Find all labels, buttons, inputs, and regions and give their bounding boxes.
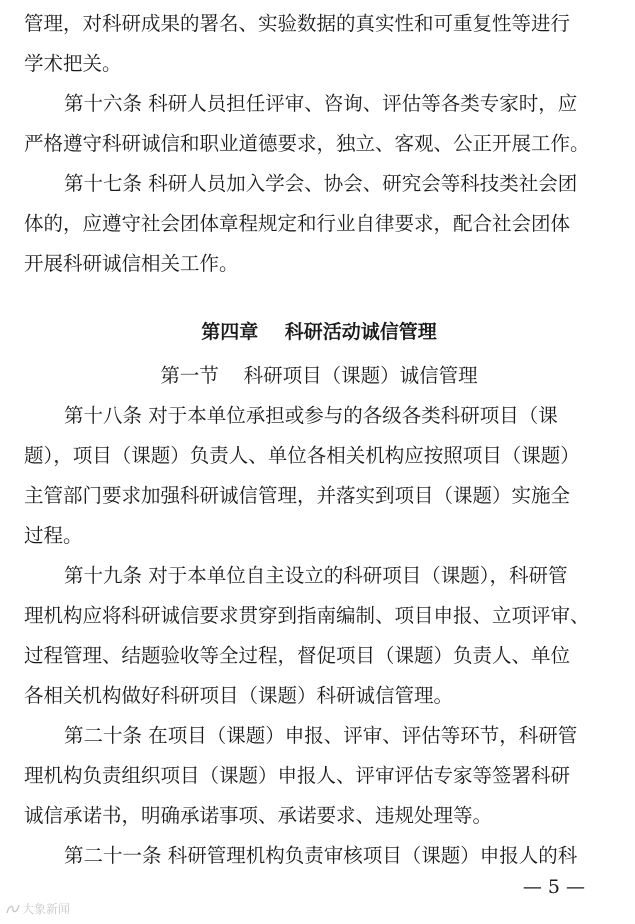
chapter-title: 第四章 科研活动诚信管理 <box>201 321 437 343</box>
article-20-line: 理机构负责组织项目（课题）申报人、评审评估专家等签署科研 <box>24 764 571 787</box>
article-17-line: 体的，应遵守社会团体章程规定和行业自律要求，配合社会团体 <box>24 212 571 235</box>
article-20-line: 第二十条 在项目（课题）申报、评审、评估等环节，科研管 <box>64 724 578 747</box>
watermark-text: 大象新闻 <box>22 902 71 916</box>
article-20-line: 诚信承诺书，明确承诺事项、承诺要求、违规处理等。 <box>24 804 493 827</box>
paragraph-line: 管理，对科研成果的署名、实验数据的真实性和可重复性等进行 <box>24 12 571 35</box>
article-19-line: 理机构应将科研诚信要求贯穿到指南编制、项目申报、立项评审、 <box>24 604 590 627</box>
article-17-line: 开展科研诚信相关工作。 <box>24 252 239 275</box>
watermark <box>6 902 70 916</box>
article-19-line: 第十九条 对于本单位自主设立的科研项目（课题），科研管 <box>64 564 568 587</box>
paragraph-line: 学术把关。 <box>24 52 122 75</box>
article-18-line: 第十八条 对于本单位承担或参与的各级各类科研项目（课 <box>64 404 558 427</box>
article-19-line: 过程管理、结题验收等全过程，督促项目（课题）负责人、单位 <box>24 644 571 667</box>
page-number: — 5 — <box>522 876 585 898</box>
article-17-line: 第十七条 科研人员加入学会、协会、研究会等科技类社会团 <box>64 172 578 195</box>
article-18-line: 题），项目（课题）负责人、单位各相关机构应按照项目（课题） <box>24 444 580 467</box>
article-16-line: 严格遵守科研诚信和职业道德要求，独立、客观、公正开展工作。 <box>24 132 590 155</box>
watermark-logo-icon <box>6 903 20 915</box>
article-18-line: 过程。 <box>24 524 83 547</box>
article-19-line: 各相关机构做好科研项目（课题）科研诚信管理。 <box>24 684 454 707</box>
section-title: 第一节 科研项目（课题）诚信管理 <box>160 364 478 387</box>
article-18-line: 主管部门要求加强科研诚信管理，并落实到项目（课题）实施全 <box>24 484 571 507</box>
article-16-line: 第十六条 科研人员担任评审、咨询、评估等各类专家时，应 <box>64 92 578 115</box>
article-21-line: 第二十一条 科研管理机构负责审核项目（课题）申报人的科 <box>64 844 578 867</box>
